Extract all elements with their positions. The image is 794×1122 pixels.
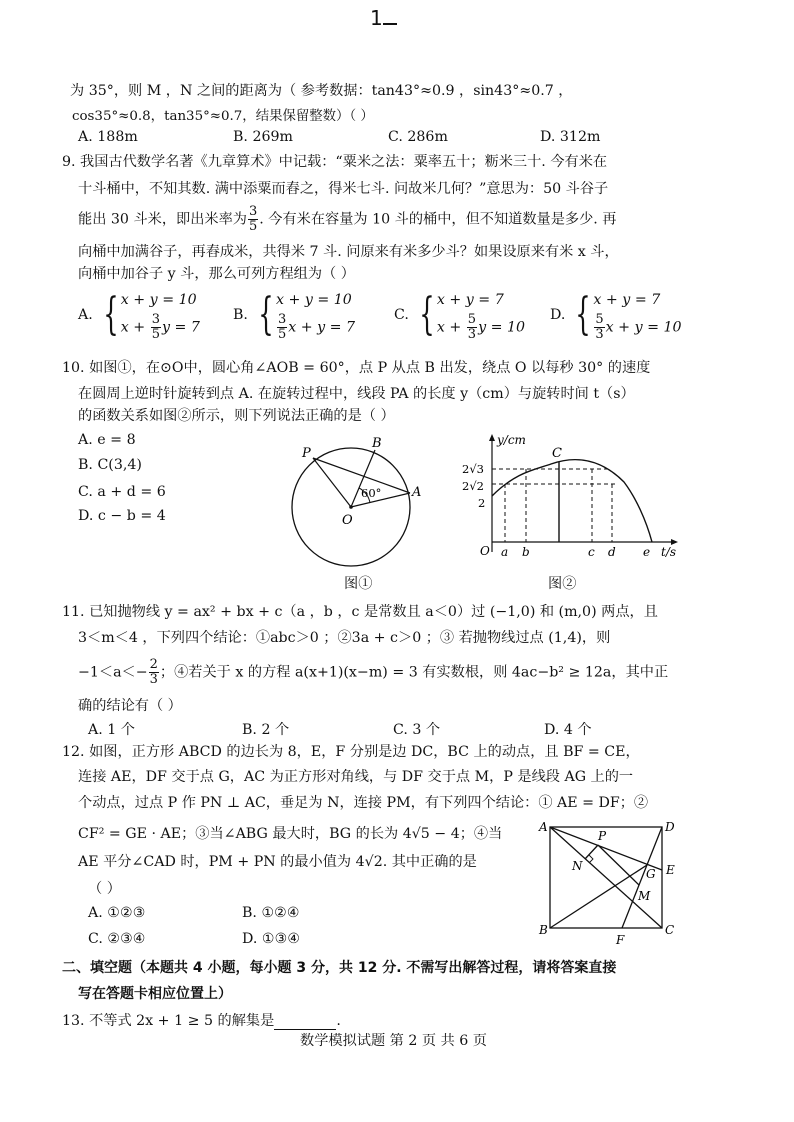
x-axis-label: t/s [661,545,677,559]
q12-line5: AE 平分∠CAD 时，PM + PN 的最小值为 4√2. 其中正确的是 [78,854,477,870]
label-a: A [412,485,422,500]
option-label: C. [394,306,409,323]
q12-option-a: A. ①②③ [88,905,146,921]
q8-option-c: C. 286m [388,129,448,145]
q11-line1: 11. 已知抛物线 y = ax² + bx + c（a ，b ，c 是常数且 a＜0）过 (−1,0) 和 (m,0) 两点，且 [62,604,658,620]
q9-line5: 向桶中加谷子 y 斗，那么可列方程组为（ ） [78,266,355,282]
equation-1: x + y = 10 [275,292,352,308]
q10-line2: 在圆周上逆时针旋转到点 A. 在旋转过程中，线段 PA 的长度 y（cm）与旋转时间 t（s） [78,386,635,402]
equation-1: x + y = 7 [593,292,661,308]
x-tick-d: d [608,545,616,559]
label-b: B [539,923,548,937]
q9-line3-start: 能出 30 斗米，即出米率为 [78,211,247,228]
q10-line3: 的函数关系如图②所示，则下列说法正确的是（ ） [78,408,395,424]
q12-line3: 个动点，过点 P 作 PN ⊥ AC，垂足为 N，连接 PM，有下列四个结论：① AE = DF；② [78,795,649,811]
q9-line2: 十斗桶中，不知其数. 满中添粟而舂之，得米七斗. 问故米几何？”意思为：50 斗谷子 [78,181,609,197]
q9-option-a [78,287,200,342]
q10-figure2-graph [456,432,686,562]
option-label: A. [78,306,93,323]
q12-line4: CF² = GE · AE；③当∠ABG 最大时，BG 的长为 4√5 − 4；④当 [78,826,503,842]
label-e: E [666,863,675,877]
q9-rate-fraction: $\frac{3}{5}$ [248,204,258,234]
q10-figure1-caption: 图① [344,576,373,592]
q10-line1: 10. 如图①，在⊙O中，圆心角∠AOB = 60°，点 P 从点 B 出发，绕点 O 以每秒 30° 的速度 [62,360,651,376]
equation-2: $\frac{5}{3}$ x + y = 10 [595,312,682,342]
q12-line6: （ ） [88,881,121,897]
q10-option-a: A. e = 8 [78,432,136,448]
equation-2: x + $\frac{5}{3}$ y = 10 [436,312,526,342]
q10-figure1-circle [280,435,440,585]
q10-option-b: B. C(3,4) [78,457,142,473]
q11-option-d: D. 4 个 [544,722,592,738]
page-footer: 数学模拟试题 第 2 页 共 6 页 [300,1033,487,1049]
label-b: B [372,436,382,451]
equation-1: x + y = 10 [120,292,197,308]
label-f: F [616,933,625,947]
q10-figure2-caption: 图② [548,576,577,592]
brace-icon: { [103,288,119,340]
q12-figure-square [536,818,696,948]
segment-bg [550,865,647,928]
q11-fraction: $\frac{2}{3}$ [149,657,158,687]
graph-curve [492,460,652,542]
section2-title-line2: 写在答题卡相应位置上） [78,986,232,1002]
y-axis-arrow-icon [489,434,495,441]
q9-line1: 9. 我国古代数学名著《九章算术》中记载：“粟米之法：粟率五十；粝米三十. 今有米在 [62,154,608,170]
center-point [349,505,353,509]
label-o: O [342,513,353,528]
x-tick-a: a [501,545,509,559]
y-tick-2sqrt2: 2√2 [462,479,484,493]
x-tick-b: b [522,545,530,559]
equation-2: $\frac{3}{5}$ x + y = 7 [277,312,356,342]
q9-line3 [78,205,616,234]
q12-option-b: B. ①②④ [242,905,300,921]
equation-1: x + y = 7 [436,292,504,308]
q9-line4: 向桶中加满谷子，再舂成米，共得米 7 斗. 问原来有米多少斗？如果设原来有米 x 斗， [78,244,619,260]
q12-line2: 连接 AE，DF 交于点 G，AC 为正方形对角线，与 DF 交于点 M，P 是线段 AG 上的一 [78,769,634,785]
q13-answer-blank[interactable] [274,1015,336,1030]
equation-2: x + $\frac{3}{5}$ y = 7 [120,312,200,342]
q8-option-d: D. 312m [540,129,601,145]
brace-icon: { [419,288,435,340]
q11-option-b: B. 2 个 [242,722,290,738]
q13-line: 13. 不等式 2x + 1 ≥ 5 的解集是 . [62,1013,341,1029]
label-a: A [539,820,548,834]
right-angle-mark [589,855,593,863]
q9-line3-end: . 今有米在容量为 10 斗的桶中，但不知道数量是多少. 再 [259,211,617,228]
q11-line2: 3＜m＜4 ，下列四个结论：①abc＞0 ；②3a + c＞0 ；③ 若抛物线过点 (1,4)，则 [78,630,611,646]
q9-option-b [233,287,355,342]
q11-option-a: A. 1 个 [88,722,135,738]
label-p: P [302,446,311,461]
brace-icon: { [258,288,274,340]
page-top-mark: 1 [370,6,397,30]
label-c: C [665,923,675,937]
q11-line4: 确的结论有（ ） [78,698,182,714]
x-tick-c: c [588,545,595,559]
label-p: P [598,829,607,843]
section2-title-line1: 二、填空题（本题共 4 小题，每小题 3 分，共 12 分. 不需写出解答过程，请将答案直接 [62,960,617,976]
q10-option-d: D. c − b = 4 [78,508,166,524]
y-axis-label: y/cm [497,433,526,447]
q8-option-a: A. 188m [78,129,138,145]
q8-option-b: B. 269m [233,129,293,145]
option-label: D. [550,306,566,323]
label-g: G [646,867,656,881]
q12-option-c: C. ②③④ [88,931,146,947]
segment-pm [598,845,639,885]
q12-option-d: D. ①③④ [242,931,301,947]
q8-line1: 为 35°，则 M ，N 之间的距离为（ 参考数据：tan43°≈0.9 ，sin43°≈0.7 ， [70,83,573,99]
x-tick-e: e [643,545,651,559]
y-tick-2sqrt3: 2√3 [462,462,484,476]
q8-line2: cos35°≈0.8，tan35°≈0.7，结果保留整数）（ ） [72,109,374,124]
q11-line3: −1＜a＜− $\frac{2}{3}$ ；④若关于 x 的方程 a(x+1)(x−m) = 3 有实数根，则 4ac−b² ≥ 12a，其中正 [78,657,669,687]
label-c: C [552,446,562,461]
label-angle: 60° [361,486,382,500]
option-label: B. [233,306,248,323]
q9-option-d [550,287,682,342]
q10-option-c: C. a + d = 6 [78,484,166,500]
origin-label: O [480,544,490,558]
q12-line1: 12. 如图，正方形 ABCD 的边长为 8，E，F 分别是边 DC，BC 上的动点，且 BF = CE， [62,744,640,760]
label-m: M [638,889,651,903]
label-n: N [572,859,583,873]
brace-icon: { [575,288,592,340]
q11-option-c: C. 3 个 [393,722,441,738]
y-tick-2: 2 [478,496,486,510]
q9-option-c [394,287,525,342]
label-d: D [665,820,675,834]
